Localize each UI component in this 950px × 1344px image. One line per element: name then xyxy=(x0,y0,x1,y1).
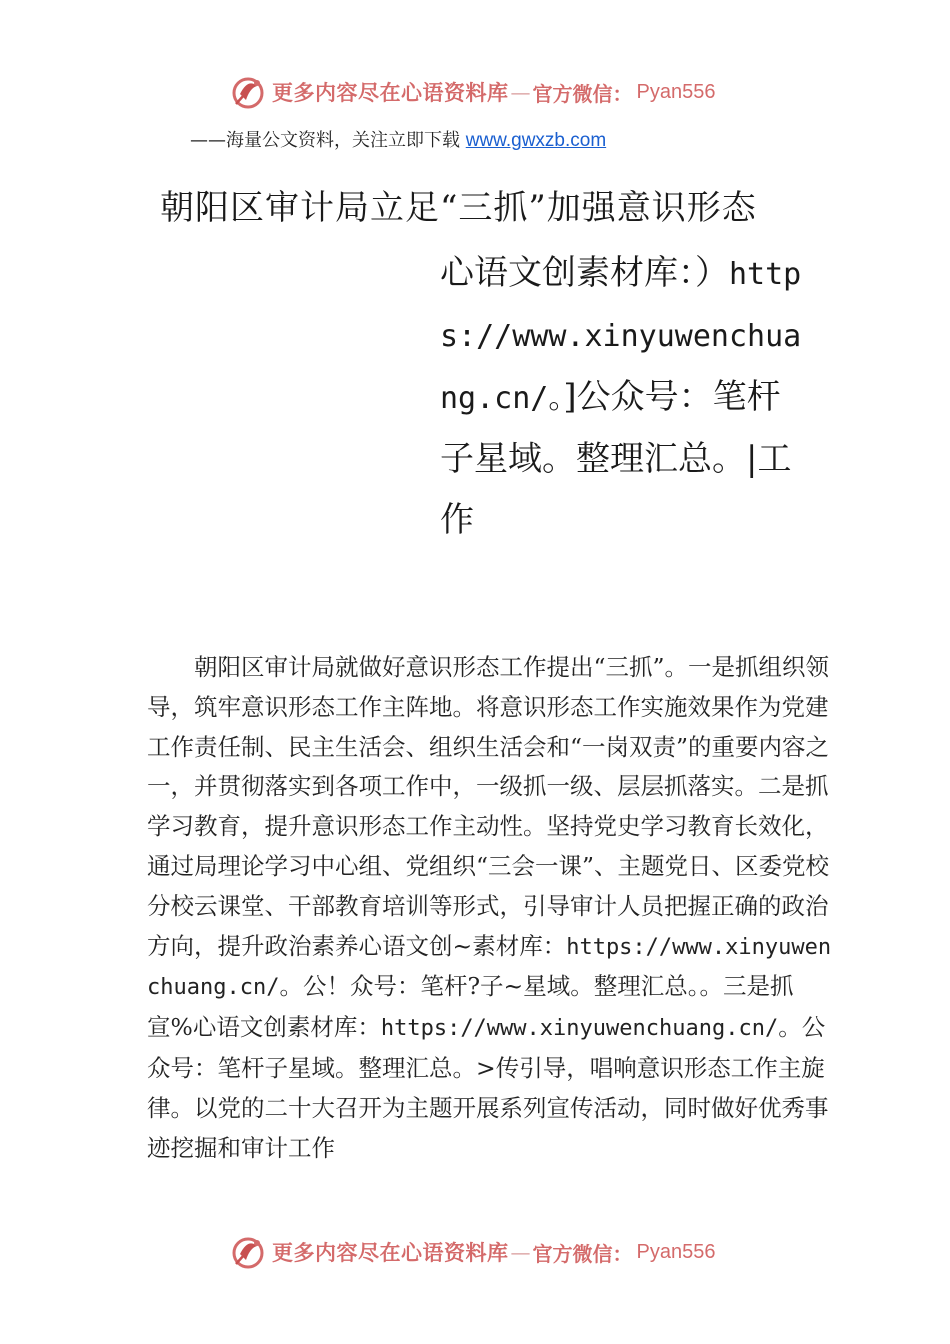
brand-logo-icon xyxy=(230,1234,266,1270)
title-extra-2: ]公众号：笔杆子星域。整理汇总。|工作 xyxy=(440,377,792,540)
banner-separator: — xyxy=(510,1240,531,1264)
document-title: 朝阳区审计局立足“三抓”加强意识形态 xyxy=(160,188,757,228)
banner-wechat-id: Pyan556 xyxy=(636,80,716,103)
brand-logo-icon xyxy=(230,74,266,110)
download-link[interactable]: www.gwxzb.com xyxy=(465,130,607,151)
body-part-2: 。公！众号：笔杆?子~星域。整理汇总。。三是抓宣%心语文创素材库： xyxy=(147,972,794,1042)
header-banner xyxy=(230,72,750,112)
banner-main-text: 更多内容尽在心语资料库 xyxy=(272,80,509,105)
body-part-1: 朝阳区审计局就做好意识形态工作提出“三抓”。一是抓组织领导，筑牢意识形态工作主阵地。将意识形态工作实施效果作为党建工作责任制、民主生活会、组织生活会和“一岗双责”的重要内容之一，并贯彻落实到各项工作中，一级抓一级、层层抓落实。二是抓学习教育，提升意识形态工作主动性。坚持党史学习教育长效化，通过局理论学习中心组、党组织“三会一课”、主题党日、区委党校分校云课堂、干部教育培训等形式，引导审计人员把握正确的政治方向，提升政治素养心语文创~素材库： xyxy=(147,653,830,960)
banner-wechat-label: 官方微信： xyxy=(532,1241,633,1266)
body-url-1: https://www.xinyuwenchuang.cn/ xyxy=(147,934,832,1001)
body-url-2: https://www.xinyuwenchuang.cn/ xyxy=(380,1016,779,1042)
footer-banner xyxy=(230,1232,750,1272)
body-part-3: 。公众号：笔杆子星域。整理汇总。>传引导，唱响意识形态工作主旋律。以党的二十大召开为主题开展系列宣传活动，同时做好优秀事迹挖掘和审计工作 xyxy=(147,1013,829,1162)
title-extra-url: https://www.xinyuwenchuang.cn/。 xyxy=(440,257,802,416)
banner-wechat-label: 官方微信： xyxy=(532,81,633,106)
banner-separator: — xyxy=(510,80,531,104)
title-watermark-text xyxy=(440,243,810,551)
download-notice xyxy=(190,126,606,152)
banner-wechat-id: Pyan556 xyxy=(636,1240,716,1263)
title-extra-1: 心语文创素材库：） xyxy=(440,253,729,293)
banner-main-text: 更多内容尽在心语资料库 xyxy=(272,1240,509,1265)
download-notice-text: ——海量公文资料，关注立即下载 xyxy=(190,130,466,151)
body-paragraph xyxy=(147,648,837,1168)
